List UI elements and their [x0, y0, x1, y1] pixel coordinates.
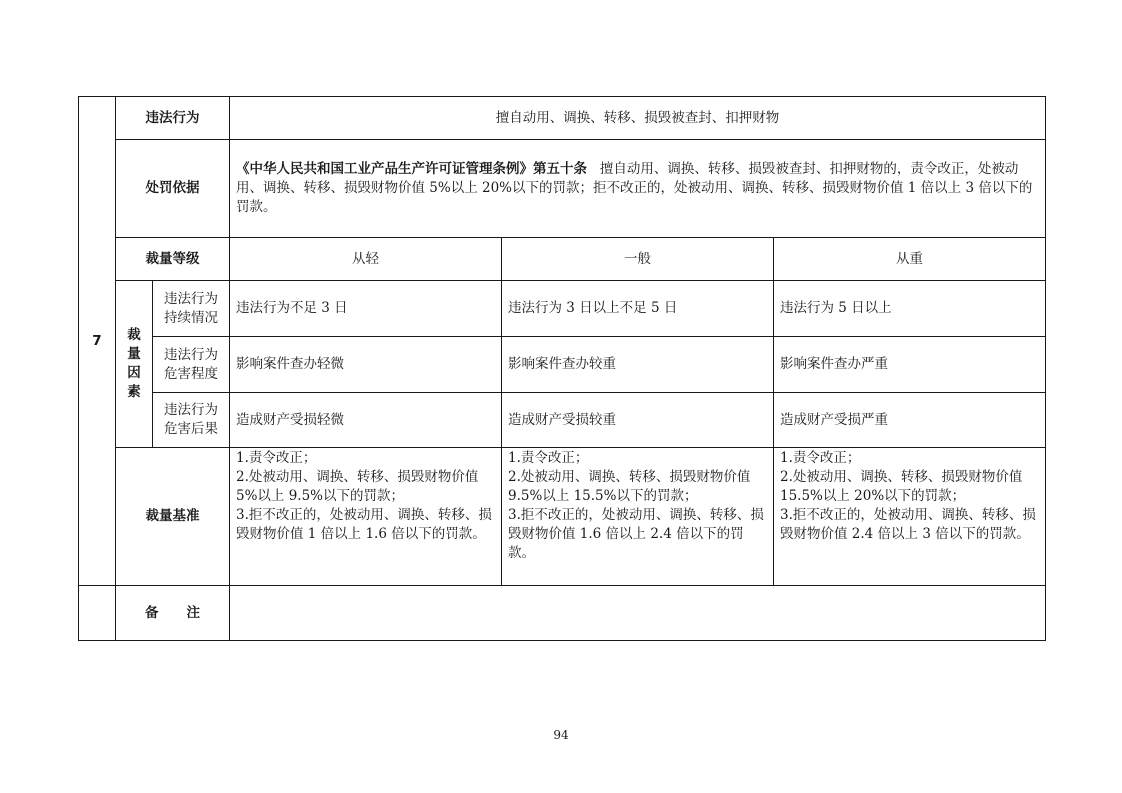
row-number: 7	[79, 97, 116, 586]
factor-name-line: 危害程度	[164, 365, 218, 382]
factors-label-char: 素	[127, 384, 141, 400]
criteria-line: 3.拒不改正的，处被动用、调换、转移、损毁财物价值 1 倍以上 1.6 倍以下的罚款。	[236, 507, 492, 542]
factor-name-line: 违法行为	[164, 346, 218, 363]
factors-label	[116, 281, 153, 448]
basis-cell	[230, 140, 1046, 238]
factors-label-char: 因	[127, 365, 141, 381]
factor-cell: 违法行为 5 日以上	[774, 281, 1046, 337]
levels-label: 裁量等级	[116, 238, 230, 281]
factors-label-char: 量	[127, 346, 141, 362]
basis-label: 处罚依据	[116, 140, 230, 238]
criteria-line: 3.拒不改正的，处被动用、调换、转移、损毁财物价值 2.4 倍以上 3 倍以下的罚款。	[780, 507, 1036, 542]
basis-text: 擅自动用、调换、转移、损毁被查封、扣押财物的，责令改正，处被动用、调换、转移、损毁财物价值 5%以上 20%以下的罚款；拒不改正的，处被动用、调换、转移、损毁财物价值 1 倍以上 3 倍以下的罚款。	[236, 161, 1033, 215]
criteria-line: 1.责令改正；	[780, 450, 861, 466]
level-light: 从轻	[230, 238, 502, 281]
criteria-line: 2.处被动用、调换、转移、损毁财物价值 5%以上 9.5%以下的罚款；	[236, 469, 479, 504]
criteria-line: 1.责令改正；	[508, 450, 589, 466]
remarks-value	[230, 586, 1046, 641]
factor-name-line: 持续情况	[164, 309, 218, 326]
remarks-label	[116, 586, 230, 641]
level-heavy: 从重	[774, 238, 1046, 281]
page-number: 94	[553, 728, 569, 742]
criteria-line: 2.处被动用、调换、转移、损毁财物价值 15.5%以上 20%以下的罚款；	[780, 469, 1023, 504]
factor-cell: 违法行为不足 3 日	[230, 281, 502, 337]
factor-cell: 造成财产受损严重	[774, 393, 1046, 448]
criteria-line: 1.责令改正；	[236, 450, 317, 466]
criteria-normal	[502, 448, 774, 586]
factor-cell: 违法行为 3 日以上不足 5 日	[502, 281, 774, 337]
criteria-line: 3.拒不改正的，处被动用、调换、转移、损毁财物价值 1.6 倍以上 2.4 倍以下的罚款。	[508, 507, 764, 561]
factor-name-duration	[153, 281, 230, 337]
penalty-discretion-table	[78, 96, 1046, 641]
violation-label: 违法行为	[116, 97, 230, 140]
remarks-label-char: 备	[145, 604, 159, 621]
criteria-heavy	[774, 448, 1046, 586]
factor-name-consequence	[153, 393, 230, 448]
factor-cell: 影响案件查办较重	[502, 337, 774, 393]
factor-cell: 造成财产受损轻微	[230, 393, 502, 448]
factor-name-line: 违法行为	[164, 290, 218, 307]
factor-name-line: 违法行为	[164, 402, 218, 418]
criteria-light	[230, 448, 502, 586]
violation-value: 擅自动用、调换、转移、损毁被查封、扣押财物	[230, 97, 1046, 140]
level-normal: 一般	[502, 238, 774, 281]
criteria-line: 2.处被动用、调换、转移、损毁财物价值 9.5%以上 15.5%以下的罚款；	[508, 469, 751, 504]
remarks-label-char: 注	[186, 604, 200, 621]
factors-label-char: 裁	[127, 327, 141, 343]
factor-name-line: 危害后果	[164, 421, 218, 437]
factor-name-severity	[153, 337, 230, 393]
factor-cell: 造成财产受损较重	[502, 393, 774, 448]
criteria-label: 裁量基准	[116, 448, 230, 586]
factor-cell: 影响案件查办轻微	[230, 337, 502, 393]
basis-law-title: 《中华人民共和国工业产品生产许可证管理条例》第五十条	[236, 161, 587, 177]
factor-cell: 影响案件查办严重	[774, 337, 1046, 393]
